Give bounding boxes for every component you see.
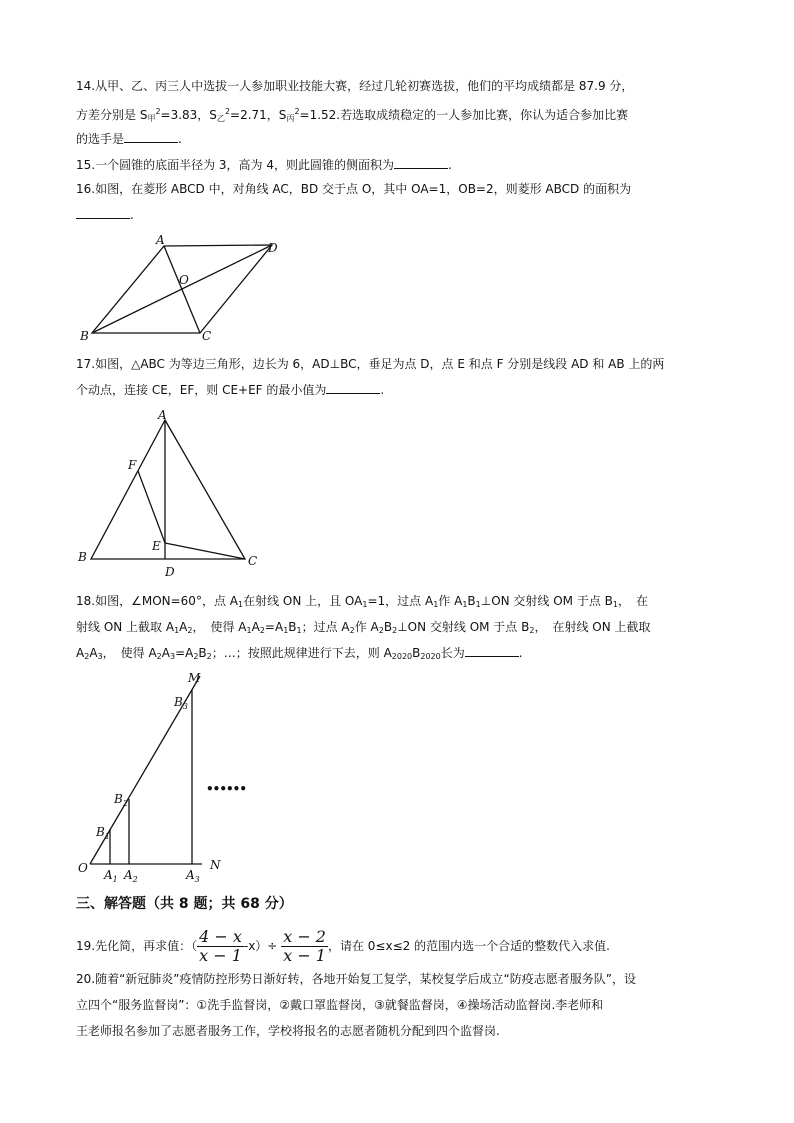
answer-blank <box>76 206 130 219</box>
q14-line1: 14.从甲、乙、丙三人中选拔一人参加职业技能大赛，经过几轮初赛选拔，他们的平均成绩都是 87.9 分， <box>76 79 634 93</box>
fraction-2: $\frac{x - 2}{x - 1}$ <box>283 927 326 965</box>
label-D: D <box>165 565 175 579</box>
label-C: C <box>248 554 258 568</box>
label-B1: $B_1$ <box>96 825 110 841</box>
answer-blank <box>326 381 380 394</box>
q16-line2: . <box>76 206 134 223</box>
label-B: B <box>78 550 87 564</box>
q20-line1: 20.随着“新冠肺炎”疫情防控形势日渐好转，各地开始复工复学，某校复学后成立“防疫志愿者服务队”，设 <box>76 972 636 986</box>
label-F: F <box>128 458 137 472</box>
label-N: N <box>210 858 221 872</box>
label-O: O <box>179 273 189 287</box>
q14-line2: 方差分别是 $S_甲^2=3.83$，$S_乙^2=2.71$，$S_丙^2=1.52$.若选取成绩稳定的一人参加比赛，你认为适合参加比赛 <box>76 107 629 123</box>
q20-line3: 王老师报名参加了志愿者服务工作，学校将报名的志愿者随机分配到四个监督岗. <box>76 1024 500 1038</box>
q18-line3: $A_2A_3$， 使得 $A_2A_3=A_2B_2$；…；按照此规律进行下去，则 $A_{2020}B_{2020}$长为 . <box>76 646 523 661</box>
label-B2: $B_2$ <box>114 792 128 808</box>
rhombus-figure <box>70 228 290 348</box>
label-A1: $A_1$ <box>104 868 118 884</box>
label-B3: $B_3$ <box>174 695 188 711</box>
label-C: C <box>202 329 212 343</box>
label-O: O <box>78 861 88 875</box>
label-A: A <box>158 408 167 422</box>
label-B: B <box>80 329 89 343</box>
section-title: 三、解答题（共 8 题；共 68 分） <box>76 896 293 912</box>
label-A3: $A_3$ <box>186 868 200 884</box>
answer-blank <box>394 156 448 169</box>
q18-line1: 18.如图，∠MON=60°，点 $A_1$在射线 ON 上，且 $OA_1=1$，过点 $A_1$作 $A_1B_1\perp ON$ 交射线 OM 于点 $B_1$， 在 <box>76 594 649 609</box>
q17-line2: 个动点，连接 CE，EF，则 CE+EF 的最小值为 . <box>76 383 385 397</box>
continuation-dots: •••••• <box>206 782 247 796</box>
q19-line: 19.先化简，再求值：（ $\frac{4 - x}{x - 1}$ -x）÷ $\frac{x - 2}{x - 1}$ ，请在 0≤x≤2 的范围内选一个合适的整数代入求值. <box>76 927 610 965</box>
q14-line3: 的选手是 . <box>76 132 182 146</box>
q18-line2: 射线 ON 上截取 $A_1A_2$， 使得 $A_1A_2=A_1B_1$；过点 $A_2$作 $A_2B_2\perp ON$ 交射线 OM 于点 $B_2$， 在射线 ON 上截取 <box>76 620 651 635</box>
q17-line1: 17.如图，△ABC 为等边三角形，边长为 6，AD⊥BC，垂足为点 D，点 E 和点 F 分别是线段 AD 和 AB 上的两 <box>76 357 665 371</box>
label-D: D <box>268 241 278 255</box>
label-A: A <box>156 233 165 247</box>
answer-blank <box>124 130 178 143</box>
label-E: E <box>152 539 161 553</box>
q16-line1: 16.如图，在菱形 ABCD 中，对角线 AC，BD 交于点 O，其中 OA=1，OB=2，则菱形 ABCD 的面积为 <box>76 182 632 196</box>
q20-line2: 立四个“服务监督岗”：①洗手监督岗，②戴口罩监督岗，③就餐监督岗，④操场活动监督岗.李老师和 <box>76 998 604 1012</box>
fraction-1: $\frac{4 - x}{x - 1}$ <box>199 927 242 965</box>
answer-blank <box>465 644 519 657</box>
label-M: M <box>188 671 201 685</box>
label-A2: $A_2$ <box>124 868 138 884</box>
ray-figure <box>70 666 260 886</box>
q15-line: 15.一个圆锥的底面半径为 3，高为 4，则此圆锥的侧面积为 . <box>76 158 452 172</box>
triangle-figure <box>70 405 270 580</box>
